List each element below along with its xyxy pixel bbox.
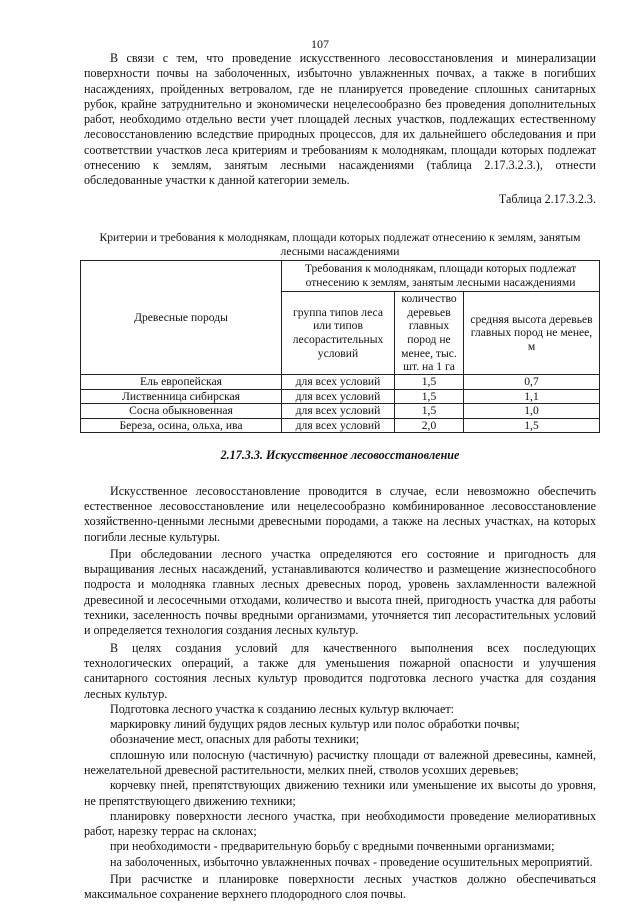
list-item: обозначение мест, опасных для работы техники; bbox=[110, 732, 360, 747]
cell-height: 1,0 bbox=[464, 404, 600, 419]
list-item: при необходимости - предварительную борьбу с вредными почвенными организмами; bbox=[110, 839, 555, 854]
criteria-table bbox=[80, 260, 600, 433]
paragraph: Подготовка лесного участка к созданию лесных культур включает: bbox=[110, 701, 454, 716]
header-trees-count: количество деревьев главных пород не менее, тыс. шт. на 1 га bbox=[395, 291, 464, 374]
header-height: средняя высота деревьев главных пород не менее, м bbox=[464, 291, 600, 374]
list-item: на заболоченных, избыточно увлажненных почвах - проведение осушительных мероприятий. bbox=[110, 854, 593, 869]
cell-height: 1,1 bbox=[464, 389, 600, 404]
cell-conditions: для всех условий bbox=[282, 374, 395, 389]
cell-count: 1,5 bbox=[395, 374, 464, 389]
table-row bbox=[81, 374, 600, 389]
table-row bbox=[81, 418, 600, 433]
list-item: маркировку линий будущих рядов лесных культур или полос обработки почвы; bbox=[110, 717, 520, 732]
intro-paragraph: В связи с тем, что проведение искусственного лесовосстановления и минерализации поверхности почвы на заболоченных, избыточно увлажненных почвах, а также в погибших насаждениях, пройденных ветровалом, где не планируется проведение сплошных санитарных рубок, крайне затруднительно и экономически нецелесообразно без проведения дополнительных работ, необходимо отдельно вести учет площадей лесных участков, подлежащих естественному лесовосстановлению вследствие природных процессов, для их дальнейшего обследования и при соответствии участков леса критериям и требованиям к молоднякам, площади которых подлежат отнесению к землям, занятым лесными насаждениями (таблица 2.17.3.2.3.), отнести обследованные участки к данной категории земель. bbox=[84, 51, 596, 188]
list-item: сплошную или полосную (частичную) расчистку площади от валежной древесины, камней, нежелательной древесной растительности, мелких пней, стволов усохших деревьев; bbox=[84, 747, 596, 777]
document-body bbox=[84, 51, 596, 903]
header-species: Древесные породы bbox=[81, 260, 282, 374]
cell-conditions: для всех условий bbox=[282, 404, 395, 419]
cell-conditions: для всех условий bbox=[282, 418, 395, 433]
list-item: планировку поверхности лесного участка, при необходимости проведение мелиоративных работ, нарезку террас на склонах; bbox=[84, 808, 596, 839]
paragraph: Искусственное лесовосстановление проводится в случае, если невозможно обеспечить естественное лесовосстановление или нецелесообразно комбинированное лесовосстановление хозяйственно-ценными лесными древесными породами, а также на лесных участках, на которых погибли лесные культуры. bbox=[84, 483, 596, 544]
paragraph: В целях создания условий для качественного выполнения всех последующих технологических операций, а также для уменьшения пожарной опасности и улучшения санитарного состояния лесных культур проводится подготовка лесного участка для создания лесных культур. bbox=[84, 640, 596, 701]
cell-count: 1,5 bbox=[395, 389, 464, 404]
header-requirements: Требования к молоднякам, площади которых подлежат отнесению к землям, занятым лесными насаждениями bbox=[282, 260, 600, 291]
header-forest-type: группа типов леса или типов лесорастительных условий bbox=[282, 291, 395, 374]
cell-species: Береза, осина, ольха, ива bbox=[81, 418, 282, 433]
cell-species: Ель европейская bbox=[81, 374, 282, 389]
cell-height: 0,7 bbox=[464, 374, 600, 389]
table-header-row bbox=[81, 260, 600, 291]
list-item: корчевку пней, препятствующих движению техники или уменьшение их высоты до уровня, не препятствующего движению техники; bbox=[84, 778, 596, 808]
paragraph: При обследовании лесного участка определяются его состояние и пригодность для выращивания лесных насаждений, устанавливаются количество и размещение жизнеспособного подроста и молодняка главных лесных древесных пород, уровень захламленности валежной древесиной и лесосечными отходами, количество и высота пней, пригодность участка для работы техники, заселенность почвы вредными организмами, уточняется тип лесорастительных условий и определяется технология создания лесных культур. bbox=[84, 546, 596, 638]
paragraph: При расчистке и планировке поверхности лесных участков должно обеспечиваться максимальное сохранение верхнего плодородного слоя почвы. bbox=[84, 872, 596, 902]
page-number: 107 bbox=[311, 37, 329, 51]
cell-count: 2,0 bbox=[395, 418, 464, 433]
cell-conditions: для всех условий bbox=[282, 389, 395, 404]
table-row bbox=[81, 404, 600, 419]
cell-species: Лиственница сибирская bbox=[81, 389, 282, 404]
cell-count: 1,5 bbox=[395, 404, 464, 419]
section-title: 2.17.3.3. Искусственное лесовосстановление bbox=[220, 448, 460, 463]
table-row bbox=[81, 389, 600, 404]
cell-height: 1,5 bbox=[464, 418, 600, 433]
cell-species: Сосна обыкновенная bbox=[81, 404, 282, 419]
table-caption: Критерии и требования к молоднякам, площади которых подлежат отнесению к землям, занятым лесными насаждениями bbox=[99, 230, 581, 259]
table-label: Таблица 2.17.3.2.3. bbox=[498, 191, 596, 206]
